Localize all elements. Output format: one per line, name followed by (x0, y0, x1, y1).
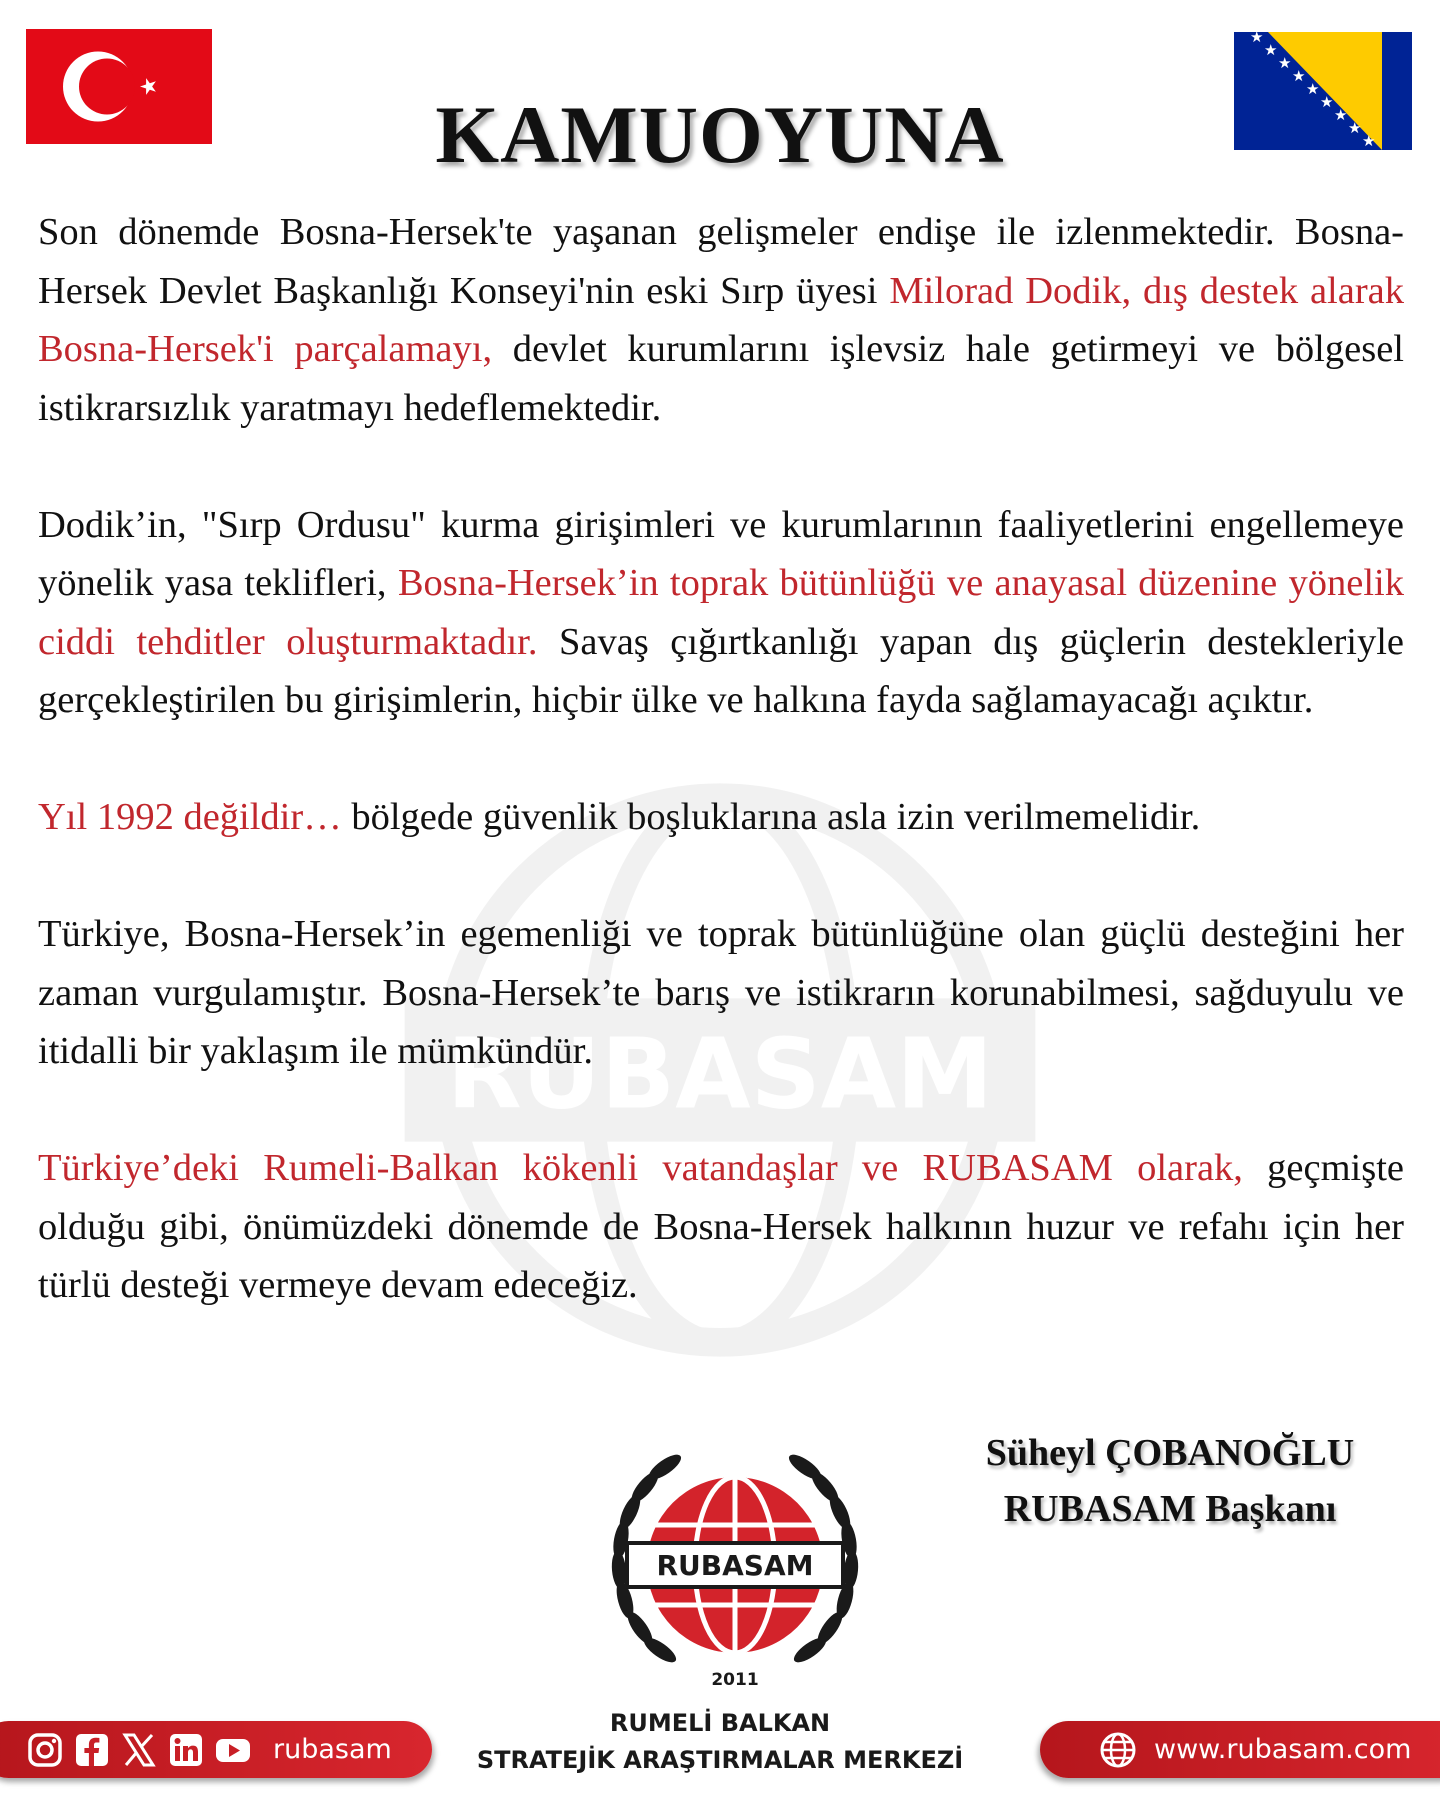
svg-text:★: ★ (1320, 93, 1334, 111)
svg-text:★: ★ (1264, 41, 1278, 59)
svg-text:★: ★ (1250, 32, 1264, 46)
x-icon[interactable] (120, 1731, 158, 1769)
signatory-name: Süheyl ÇOBANOĞLU (985, 1432, 1355, 1474)
paragraph-5 (38, 1139, 1404, 1315)
paragraph-text: Türkiye, Bosna-Hersek’in egemenliği ve toprak bütünlüğüne olan güçlü desteğini her zaman vurgulamıştır. Bosna-Hersek’te barış ve istikrarın korunabilmesi, sağduyulu ve itidalli bir yaklaşım ile mümkündür. (38, 913, 1404, 1072)
paragraph-text: Dodik’in, "Sırp Ordusu" kurma girişimleri ve kurumlarının faaliyetlerini engellemeye yönelik yasa teklifleri, (38, 503, 1404, 604)
logo-text: RUBASAM (656, 1549, 814, 1582)
paragraph-text: bölgede güvenlik boşluklarına asla izin verilmemelidir. (341, 796, 1201, 838)
paragraph-text: Savaş çığırtkanlığı yapan dış güçlerin destekleriyle gerçekleştirilen bu girişimlerin, hiçbir ülke ve halkına fayda sağlamayacağı açıktır. (38, 620, 1404, 721)
paragraph-2 (38, 496, 1404, 730)
svg-text:★: ★ (1334, 106, 1348, 124)
svg-text:★: ★ (1362, 132, 1376, 150)
globe-web-icon (1098, 1730, 1138, 1770)
website-url[interactable]: www.rubasam.com (1154, 1734, 1412, 1765)
social-handle[interactable]: rubasam (273, 1734, 392, 1765)
statement-body (38, 203, 1404, 1315)
paragraph-text: devlet kurumlarını işlevsiz hale getirmeyi ve bölgesel istikrarsızlık yaratmayı hedeflemektedir. (38, 328, 1404, 429)
organization-line-2: STRATEJİK ARAŞTIRMALAR MERKEZİ (476, 1746, 964, 1774)
paragraph-3 (38, 788, 1404, 847)
website-bar (1040, 1721, 1440, 1778)
instagram-icon[interactable] (26, 1731, 64, 1769)
logo-year: 2011 (711, 1670, 759, 1690)
highlighted-text: Milorad Dodik, dış destek alarak Bosna-Hersek'i parçalamayı, (38, 269, 1404, 370)
social-links-bar (0, 1721, 432, 1778)
paragraph-4 (38, 905, 1404, 1081)
highlighted-text: Türkiye’deki Rumeli-Balkan kökenli vatandaşlar ve RUBASAM olarak, (38, 1147, 1243, 1189)
rubasam-logo (585, 1440, 885, 1700)
highlighted-text: Bosna-Hersek’in toprak bütünlüğü ve anayasal düzenine yönelik ciddi tehditler oluşturmaktadır. (38, 562, 1404, 663)
paragraph-text: Son dönemde Bosna-Hersek'te yaşanan gelişmeler endişe ile izlenmektedir. Bosna-Hersek Devlet Başkanlığı Konseyi'nin eski Sırp üyesi (38, 211, 1404, 312)
linkedin-icon[interactable] (167, 1731, 205, 1769)
watermark-text: RUBASAM (446, 1017, 994, 1131)
svg-text:★: ★ (1306, 80, 1320, 98)
svg-text:★: ★ (1348, 119, 1362, 137)
paragraph-text: geçmişte olduğu gibi, önümüzdeki dönemde de Bosna-Hersek halkının huzur ve refahı için her türlü desteği vermeye devam edeceğiz. (38, 1147, 1405, 1306)
page-title: KAMUOYUNA (435, 89, 1005, 180)
svg-text:★: ★ (1292, 67, 1306, 85)
signatory-role: RUBASAM Başkanı (1003, 1488, 1337, 1530)
organization-name (460, 1705, 980, 1779)
paragraph-1 (38, 203, 1404, 437)
organization-line-1: RUMELİ BALKAN (609, 1709, 831, 1737)
highlighted-text: Yıl 1992 değildir… (38, 796, 342, 838)
signature-block (940, 1425, 1400, 1537)
youtube-icon[interactable] (214, 1731, 252, 1769)
facebook-icon[interactable] (73, 1731, 111, 1769)
svg-text:★: ★ (1278, 54, 1292, 72)
